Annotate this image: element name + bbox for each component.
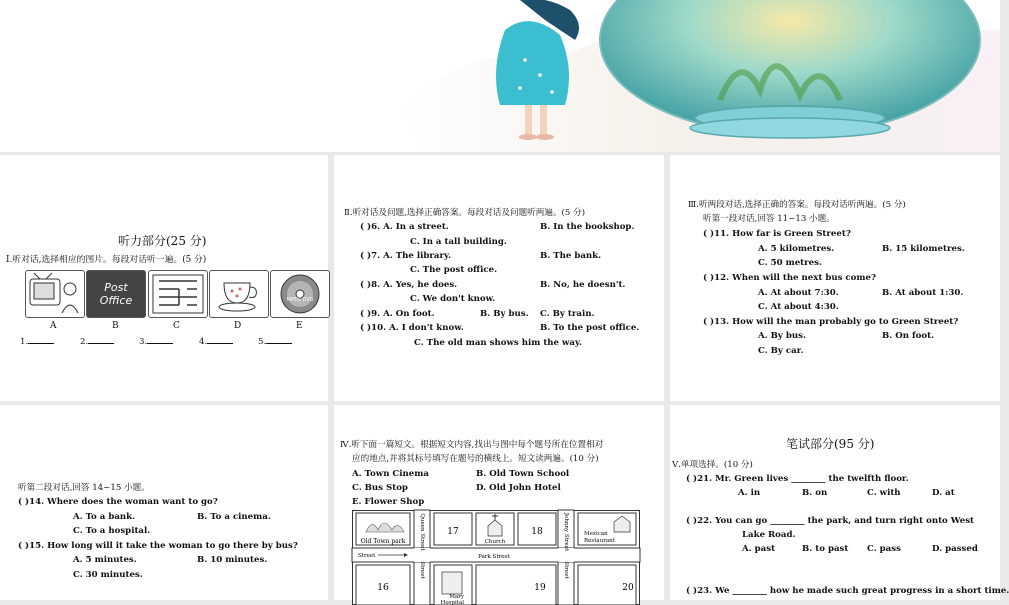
question-22-option-a: A. past bbox=[742, 544, 776, 554]
map-label-queen-street: Queen Street bbox=[419, 513, 425, 551]
sec3-sub-instruction: 听第一段对话,回答 11~13 小题。 bbox=[703, 214, 835, 224]
picture-e-dvd-icon bbox=[270, 270, 330, 318]
street-map bbox=[352, 510, 640, 605]
question-22-continued: Lake Road. bbox=[742, 530, 796, 540]
instruction-sec3: Ⅲ.听两段对话,选择正确的答案。每段对话听两遍。(5 分) bbox=[688, 200, 906, 210]
question-8-option-c: C. We don't know. bbox=[410, 294, 496, 304]
slide-listening-part2 bbox=[334, 155, 664, 401]
map-label-park-street: Park Street bbox=[478, 554, 510, 560]
question-12-option-b: B. At about 1:30. bbox=[882, 288, 964, 298]
map-number-18: 18 bbox=[531, 527, 543, 537]
question-10-option-b: B. To the post office. bbox=[540, 323, 640, 333]
question-8-option-b: B. No, he doesn't. bbox=[540, 280, 626, 290]
question-12-option-a: A. At about 7:30. bbox=[758, 288, 839, 298]
map-label-restaurant: Restaurant bbox=[584, 538, 615, 544]
question-10: ( )10. A. I don't know. bbox=[360, 323, 464, 333]
question-13-option-b: B. On foot. bbox=[882, 331, 935, 341]
question-13: ( )13. How will the man probably go to Green Street? bbox=[703, 317, 959, 327]
map-label-hospital: Hospital bbox=[440, 600, 464, 605]
map-label-street: Street bbox=[358, 553, 376, 559]
answer-blank-2[interactable]: 2. bbox=[80, 335, 114, 348]
option-b: B. Old Town School bbox=[476, 469, 570, 479]
picture-label-e: E bbox=[296, 321, 303, 331]
question-14-option-c: C. To a hospital. bbox=[73, 526, 151, 536]
section-title: 听力部分(25 分) bbox=[118, 234, 207, 248]
question-13-option-a: A. By bus. bbox=[758, 331, 806, 341]
picture-label-d: D bbox=[234, 321, 242, 331]
answer-blank-5[interactable]: 5. bbox=[258, 335, 292, 348]
writing-title: 笔试部分(95 分) bbox=[786, 437, 875, 451]
slide-writing-part bbox=[670, 405, 1009, 600]
question-13-option-c: C. By car. bbox=[758, 346, 804, 356]
map-number-16: 16 bbox=[377, 583, 389, 593]
question-21-option-b: B. on bbox=[802, 488, 828, 498]
question-23: ( )23. We ________ how he made such great progress in a short time. bbox=[686, 586, 1009, 596]
question-15-option-c: C. 30 minutes. bbox=[73, 570, 143, 580]
answer-blank-4[interactable]: 4. bbox=[199, 335, 233, 348]
option-d: D. Old John Hotel bbox=[476, 483, 561, 493]
map-label-johnny-street: Johnny Street bbox=[563, 512, 569, 552]
instruction-sec4-line1: Ⅳ.听下面一篇短文。根据短文内容,找出与图中每个题号所在位置相对 bbox=[340, 440, 604, 450]
question-12-option-c: C. At about 4:30. bbox=[758, 302, 839, 312]
question-15: ( )15. How long will it take the woman to go there by bus? bbox=[18, 541, 298, 551]
instruction-sec5: Ⅴ.单项选择。(10 分) bbox=[672, 460, 753, 470]
slide-listening-part3b bbox=[0, 405, 328, 600]
question-14: ( )14. Where does the woman want to go? bbox=[18, 497, 218, 507]
question-9-option-c: C. By train. bbox=[540, 309, 595, 319]
question-22: ( )22. You can go ________ the park, and turn right onto West bbox=[686, 516, 974, 526]
question-21-option-a: A. in bbox=[738, 488, 761, 498]
picture-label-a: A bbox=[50, 321, 57, 331]
question-7-option-b: B. The bank. bbox=[540, 251, 602, 261]
question-11-option-c: C. 50 metres. bbox=[758, 258, 822, 268]
slide-listening-part3 bbox=[670, 155, 1000, 401]
answer-blank-1[interactable]: 1. bbox=[20, 335, 54, 348]
map-label-johnny-street-lower: Street bbox=[563, 561, 569, 579]
question-11: ( )11. How far is Green Street? bbox=[703, 229, 851, 239]
question-22-option-d: D. passed bbox=[932, 544, 978, 554]
question-9: ( )9. A. On foot. bbox=[360, 309, 435, 319]
picture-d-teacup-icon bbox=[209, 270, 269, 318]
instruction-sec2: Ⅱ.听对话及问题,选择正确答案。每段对话及问题听两遍。(5 分) bbox=[344, 208, 586, 218]
map-label-church: Church bbox=[484, 539, 506, 545]
sec3b-sub-instruction: 听第二段对话,回答 14~15 小题。 bbox=[18, 483, 150, 493]
question-6-option-b: B. In the bookshop. bbox=[540, 222, 635, 232]
picture-a-tv-icon bbox=[25, 270, 85, 318]
question-6: ( )6. A. In a street. bbox=[360, 222, 449, 232]
picture-b-post-office-icon bbox=[86, 270, 146, 318]
question-15-option-a: A. 5 minutes. bbox=[73, 555, 137, 565]
map-label-queen-street-lower: Street bbox=[419, 561, 425, 579]
svg-text:Office: Office bbox=[99, 294, 133, 307]
question-14-option-a: A. To a bank. bbox=[73, 512, 136, 522]
question-12: ( )12. When will the next bus come? bbox=[703, 273, 876, 283]
question-10-option-c: C. The old man shows him the way. bbox=[414, 338, 582, 348]
picture-c-maze-icon bbox=[148, 270, 208, 318]
option-e: E. Flower Shop bbox=[352, 497, 425, 507]
question-21-option-d: D. at bbox=[932, 488, 955, 498]
question-7-option-c: C. The post office. bbox=[410, 265, 498, 275]
question-11-option-a: A. 5 kilometres. bbox=[758, 244, 835, 254]
instruction-sec1: Ⅰ.听对话,选择相应的图片。每段对话听一遍。(5 分) bbox=[6, 255, 207, 265]
svg-text:MPEG DVD: MPEG DVD bbox=[286, 297, 314, 303]
question-15-option-b: B. 10 minutes. bbox=[197, 555, 268, 565]
picture-label-c: C bbox=[173, 321, 180, 331]
question-14-option-b: B. To a cinema. bbox=[197, 512, 271, 522]
picture-label-b: B bbox=[112, 321, 119, 331]
instruction-sec4-line2: 应的地点,并将其标号填写在题号的横线上。短文读两遍。(10 分) bbox=[352, 454, 599, 464]
question-11-option-b: B. 15 kilometres. bbox=[882, 244, 965, 254]
option-c: C. Bus Stop bbox=[352, 483, 408, 493]
map-number-20: 20 bbox=[622, 583, 634, 593]
slide-listening-part4-map bbox=[334, 405, 664, 605]
question-9-option-b: B. By bus. bbox=[480, 309, 529, 319]
question-7: ( )7. A. The library. bbox=[360, 251, 452, 261]
map-number-19: 19 bbox=[534, 583, 546, 593]
map-label-mexican: Mexican bbox=[584, 531, 608, 537]
slide-listening-part1 bbox=[0, 155, 328, 401]
question-22-option-c: C. pass bbox=[867, 544, 901, 554]
map-label-old-town-park: Old Town park bbox=[360, 538, 406, 545]
map-number-17: 17 bbox=[447, 527, 459, 537]
answer-blank-3[interactable]: 3. bbox=[139, 335, 173, 348]
question-22-option-b: B. to past bbox=[802, 544, 849, 554]
question-6-option-c: C. In a tall building. bbox=[410, 237, 507, 247]
map-label-mary: Mary bbox=[449, 594, 464, 600]
question-21: ( )21. Mr. Green lives ________ the twelfth floor. bbox=[686, 474, 909, 484]
question-8: ( )8. A. Yes, he does. bbox=[360, 280, 458, 290]
option-a: A. Town Cinema bbox=[352, 469, 429, 479]
question-21-option-c: C. with bbox=[867, 488, 901, 498]
banner-illustration bbox=[0, 0, 1000, 152]
svg-text:Post: Post bbox=[104, 281, 128, 294]
